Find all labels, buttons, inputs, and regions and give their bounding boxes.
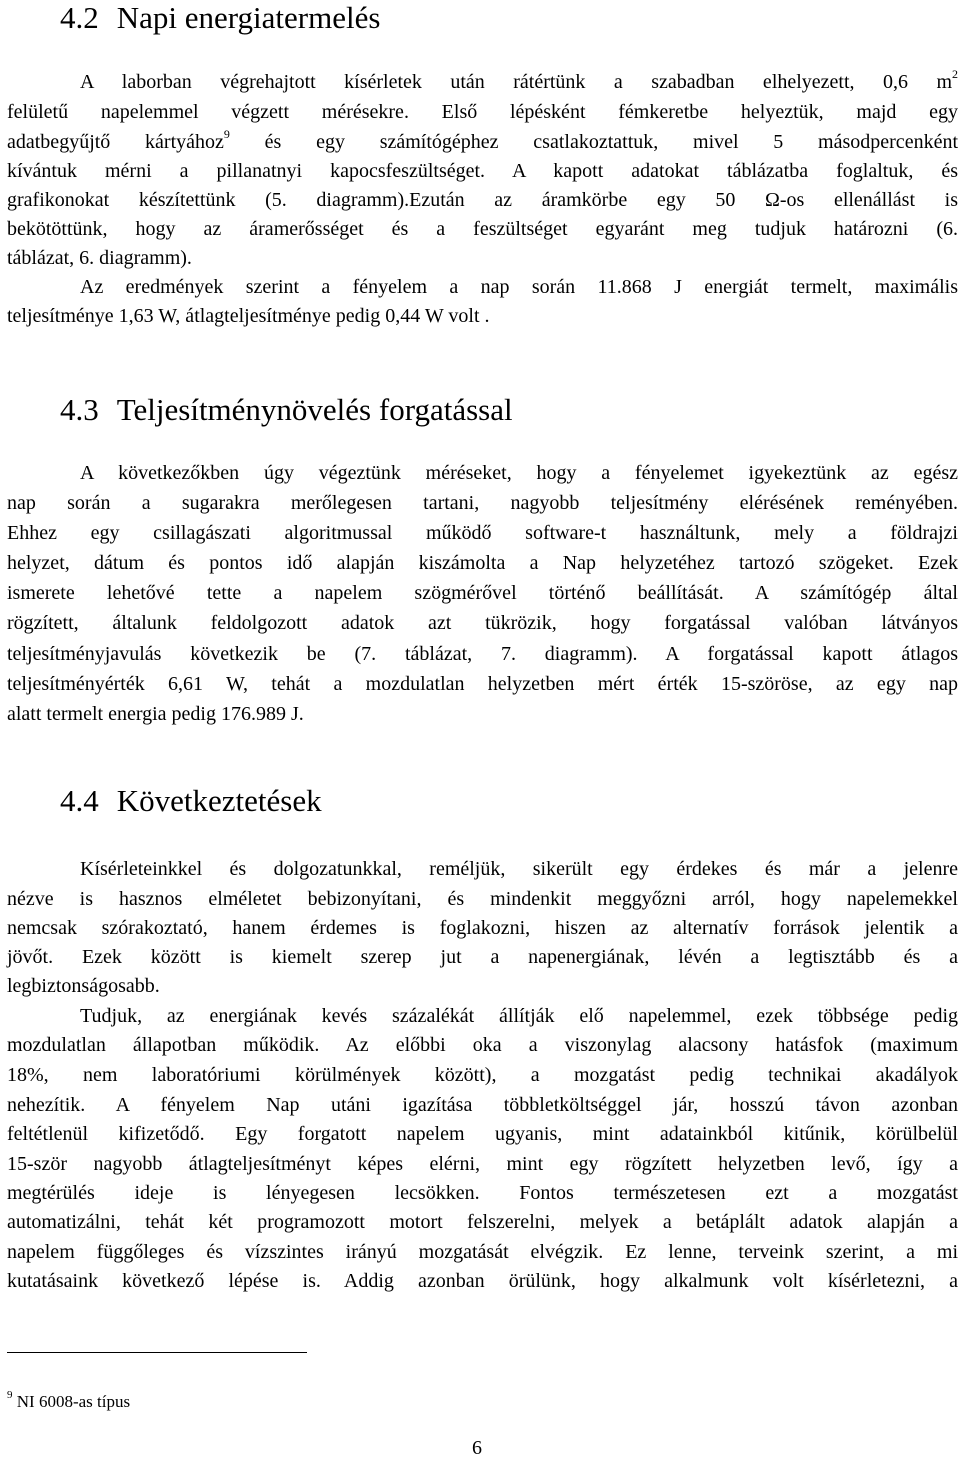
paragraph-line: Tudjuk, az energiának kevés százalékát állítják elő napelemmel, ezek többsége pedig [80, 1005, 958, 1027]
paragraph-line: felületű napelemmel végzett mérésekre. Első lépésként fémkeretbe helyeztük, majd egy [7, 101, 958, 123]
paragraph-line: bekötöttünk, hogy az áramerősséget és a feszültséget egyaránt meg tudjuk határozni (6. [7, 218, 958, 240]
section-number: 4.4 [60, 783, 99, 818]
paragraph-line: napelem függőleges és vízszintes irányú mozgatását elvégzik. Ez lenne, terveink szerint, a mi [7, 1241, 958, 1263]
paragraph-line: legbiztonságosabb. [7, 975, 160, 997]
paragraph-line: Ehhez egy csillagászati algoritmussal működő software-t használtunk, mely a földrajzi [7, 522, 958, 544]
paragraph-line: A laborban végrehajtott kísérletek után rátértünk a szabadban elhelyezett, 0,6 $m^2$ [80, 67, 958, 93]
paragraph-line: A következőkben úgy végeztünk méréseket, hogy a fényelemet igyekeztünk az egész [80, 462, 958, 484]
page-number: 6 [472, 1437, 482, 1459]
paragraph-line: adatbegyűjtő kártyához$^9$ és egy számítógéphez csatlakoztattuk, mivel 5 másodpercenként [7, 127, 958, 153]
section-heading-4-2 [60, 0, 380, 36]
paragraph-line: rögzített, általunk feldolgozott adatok azt tükrözik, hogy forgatással valóban látványos [7, 612, 958, 634]
paragraph-line: Kísérleteinkkel és dolgozatunkkal, reméljük, sikerült egy érdekes és már a jelenre [80, 858, 958, 880]
paragraph-line: kutatásaink következő lépése is. Addig azonban örülünk, hogy alkalmunk volt kísérletezni, a [7, 1270, 958, 1292]
footnote-separator [7, 1352, 307, 1353]
paragraph-line: automatizálni, tehát két programozott motort felszerelni, melyek a betáplált adatok alapján a [7, 1211, 958, 1233]
footnote-text: NI 6008-as típus [16, 1392, 131, 1411]
paragraph-line: megtérülés ideje is lényegesen lecsökken. Fontos természetesen ezt a mozgatást [7, 1182, 958, 1204]
footnote-ref: 9 [223, 127, 230, 142]
paragraph-line: nehezítik. A fényelem Nap utáni igazítása többletköltséggel jár, hosszú távon azonban [7, 1094, 958, 1116]
paragraph-line: teljesítménye 1,63 W, átlagteljesítménye pedig 0,44 W volt . [7, 305, 490, 327]
paragraph-line: teljesítményérték 6,61 W, tehát a mozdulatlan helyzetben mért érték 15-szöröse, az egy nap [7, 673, 958, 695]
section-title: Napi energiatermelés [116, 0, 381, 35]
paragraph-line: helyzet, dátum és pontos idő alapján kiszámolta a Nap helyzetéhez tartozó szögeket. Ezek [7, 552, 958, 574]
paragraph-line: Az eredmények szerint a fényelem a nap során 11.868 J energiát termelt, maximális [80, 276, 958, 298]
paragraph-line: alatt termelt energia pedig 176.989 J. [7, 703, 304, 725]
footnote [7, 1389, 131, 1412]
paragraph-line: nemcsak szórakoztató, hanem érdemes is foglakozni, hiszen az alternatív források jelentik a [7, 917, 958, 939]
paragraph-line: teljesítményjavulás következik be (7. táblázat, 7. diagramm). A forgatással kapott átlagos [7, 643, 958, 665]
section-heading-4-4 [60, 783, 322, 819]
paragraph-line: ismerete lehetővé tette a napelem szögmérővel történő beállítását. A számítógép által [7, 582, 958, 604]
paragraph-line: táblázat, 6. diagramm). [7, 247, 192, 269]
paragraph-line: nap során a sugarakra merőlegesen tartani, nagyobb teljesítmény elérésének reményében. [7, 492, 958, 514]
section-title: Következtetések [116, 783, 322, 818]
paragraph-line: mozdulatlan állapotban működik. Az előbbi oka a viszonylag alacsony hatásfok (maximum [7, 1034, 958, 1056]
footnote-number: 9 [7, 1389, 13, 1402]
section-heading-4-3 [60, 392, 513, 428]
section-number: 4.2 [60, 0, 99, 35]
paragraph-line: 18%, nem laboratóriumi körülmények között), a mozgatást pedig technikai akadályok [7, 1064, 958, 1086]
superscript: 2 [952, 67, 958, 82]
section-number: 4.3 [60, 392, 99, 427]
paragraph-line: nézve is hasznos elméletet bebizonyítani, és mindenkit meggyőzni arról, hogy napelemekkel [7, 888, 958, 910]
paragraph-line: grafikonokat készítettünk (5. diagramm).Ezután az áramkörbe egy 50 Ω-os ellenállást is [7, 189, 958, 211]
paragraph-line: kívántuk mérni a pillanatnyi kapocsfeszültséget. A kapott adatokat táblázatba foglaltuk, és [7, 160, 958, 182]
section-title: Teljesítménynövelés forgatással [116, 392, 513, 427]
paragraph-line: jövőt. Ezek között is kiemelt szerep jut a napenergiának, lévén a legtisztább és a [7, 946, 958, 968]
paragraph-line: 15-ször nagyobb átlagteljesítményt képes elérni, mint egy rögzített helyzetben levő, így a [7, 1153, 958, 1175]
paragraph-line: feltétlenül kifizetődő. Egy forgatott napelem ugyanis, mint adatainkból kitűnik, körülbelül [7, 1123, 958, 1145]
